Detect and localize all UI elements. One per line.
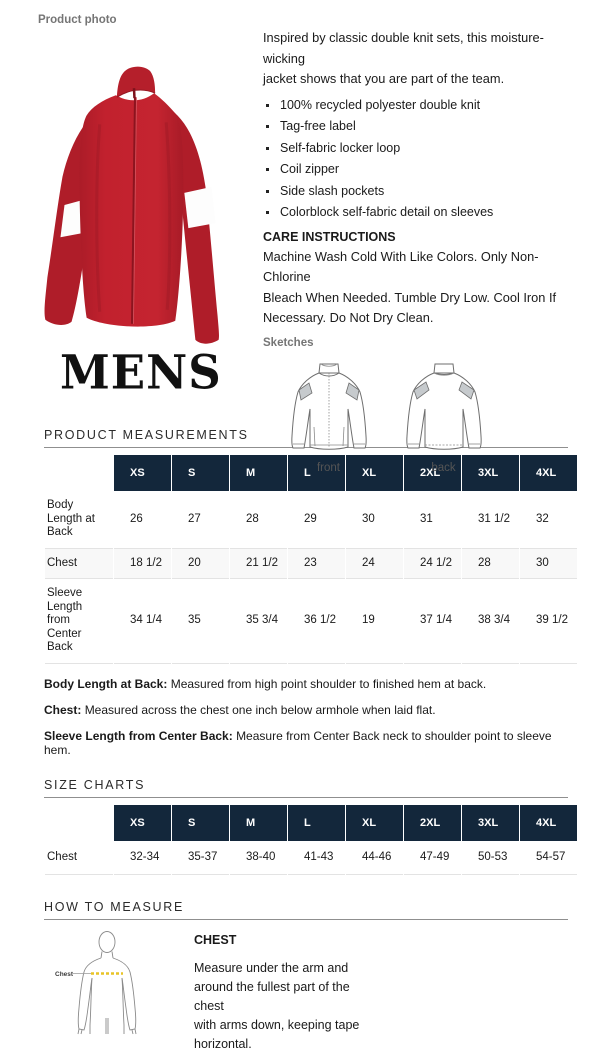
size-col-header: 4XL (520, 455, 577, 491)
chest-measure-instructions (194, 930, 364, 1054)
measure-figure (55, 930, 151, 1054)
chest-heading: CHEST (194, 933, 237, 947)
note-sleeve-length: Sleeve Length from Center Back: Measure from Center Back neck to shoulder point to sleeve hem. (44, 728, 552, 757)
size-col-header: M (230, 805, 287, 841)
sketches (271, 361, 565, 474)
care-line: Necessary. Do Not Dry Clean. (263, 310, 434, 325)
size-col-header: S (172, 805, 229, 841)
size-col-header: L (288, 455, 345, 491)
sketch-back (386, 361, 501, 474)
how-to-measure-content (44, 930, 568, 1054)
jacket-illustration (33, 64, 240, 350)
size-header-row (45, 805, 577, 841)
size-col-header: XL (346, 455, 403, 491)
chest-paragraph: Measure under the arm and around the fullest part of the chest with arms down, keeping tape horizontal. (194, 961, 360, 1051)
feature-item: Self-fabric locker loop (263, 142, 565, 155)
size-col-header: 2XL (404, 455, 461, 491)
care-instructions-heading: CARE INSTRUCTIONS (263, 229, 396, 244)
feature-item: 100% recycled polyester double knit (263, 99, 565, 112)
section-rule (44, 919, 568, 920)
size-col-header: 2XL (404, 805, 461, 841)
size-col-header: M (230, 455, 287, 491)
how-to-measure-section (44, 897, 568, 1054)
sketch-back-caption: back (431, 461, 456, 474)
size-col-header: 3XL (462, 805, 519, 841)
sketches-label: Sketches (263, 336, 314, 349)
intro-line: Inspired by classic double knit sets, this moisture-wicking (263, 30, 544, 66)
feature-item: Side slash pockets (263, 185, 565, 198)
figure-chest-label: Chest (55, 971, 74, 978)
jacket-front-sketch-icon (285, 361, 373, 457)
table-row-chest-range: Chest 32-34 35-37 38-40 41-43 44-46 47-49 50-53 54-57 (45, 841, 577, 876)
size-charts-section (44, 775, 568, 876)
product-photo-label: Product photo (38, 14, 117, 26)
product-photo-jacket-image (33, 64, 240, 350)
intro-line: jacket shows that you are part of the team. (263, 71, 505, 86)
mens-logo: MENS (60, 344, 222, 401)
note-body-length: Body Length at Back: Measured from high point shoulder to finished hem at back. (44, 676, 487, 691)
product-measurements-section (44, 425, 568, 757)
measurement-notes (44, 677, 568, 757)
table-row-sleeve-length: Sleeve Length from Center Back 34 1/4 35 35 3/4 36 1/2 19 37 1/4 38 3/4 39 1/2 (45, 579, 577, 664)
size-col-header: S (172, 455, 229, 491)
feature-item: Coil zipper (263, 163, 565, 176)
body-figure-chest-icon (55, 930, 151, 1036)
size-col-header: XL (346, 805, 403, 841)
product-measurements-heading: PRODUCT MEASUREMENTS (44, 428, 249, 442)
note-chest: Chest: Measured across the chest one inch below armhole when laid flat. (44, 702, 436, 717)
care-line: Machine Wash Cold With Like Colors. Only Non-Chlorine (263, 248, 539, 284)
table-row-body-length: Body Length at Back 26 27 28 29 30 31 31 1/2 32 (45, 491, 577, 549)
section-rule (44, 797, 568, 798)
size-col-header: 4XL (520, 805, 577, 841)
jacket-back-sketch-icon (400, 361, 488, 457)
size-col-header: XS (114, 805, 171, 841)
table-row-chest: Chest 18 1/2 20 21 1/2 23 24 24 1/2 28 30 (45, 549, 577, 580)
size-col-header: 3XL (462, 455, 519, 491)
feature-item: Colorblock self-fabric detail on sleeves (263, 206, 565, 219)
feature-list (263, 99, 565, 220)
feature-item: Tag-free label (263, 120, 565, 133)
size-col-header: XS (114, 455, 171, 491)
product-measurements-table (44, 455, 578, 664)
sketch-front (271, 361, 386, 474)
care-line: Bleach When Needed. Tumble Dry Low. Cool Iron If (263, 289, 557, 305)
size-col-header: L (288, 805, 345, 841)
size-charts-table (44, 805, 578, 876)
how-to-measure-heading: HOW TO MEASURE (44, 900, 185, 914)
sketch-front-caption: front (316, 461, 340, 474)
product-description (263, 28, 565, 474)
size-charts-heading: SIZE CHARTS (44, 777, 146, 792)
